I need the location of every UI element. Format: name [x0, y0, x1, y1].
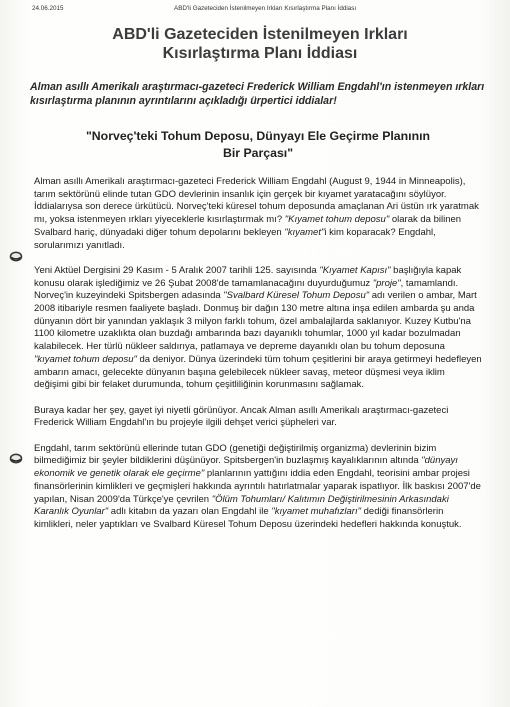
subheadline-line-1: "Norveç'teki Tohum Deposu, Dünyayı Ele Geçirme Planının: [85, 129, 431, 143]
text-span: adı verilen o ambar, Mart 2008 itibariyle resmen faaliyete başladı. Donmuş bir dağın 130 metre altına inşa edilen ambarda şu anda dünyanın dört bir yanından yaklaşık 3 milyon farklı tohum, özel ambalajlarda saklanıyor. Kuzey Kutbu'na 1100 kilometre uzaklıkta olan buzdağı ambarında bazı dayanıklı tohumlar, 1000 yıl kadar bozulmadan kalabilecek. Her türlü nükleer saldırıya, patlamaya ve depreme dayanıklı olan bu tohum deposuna: [34, 290, 477, 353]
article-headline: [70, 26, 450, 63]
emphasis: "Ölüm Tohumları/ Kalıtımın Değiştirilmesinin Arkasındaki Karanlık Oyunlar": [34, 493, 449, 518]
subheadline-line-2: Bir Parçası": [222, 146, 294, 160]
paragraph-4: [34, 443, 482, 532]
page-header: [32, 5, 490, 15]
text-span: Alman asıllı Amerikalı araştırmacı-gazeteci Frederick William Engdahl (August 9, 1944 in Minneapolis), tarım sektörünü elinde tutan GDO devlerinin insanlık için gerçek bir kıyamet yaratacağını söylüyor. İddialarıysa son derece ürkütücü. Norveç'teki küresel tohum deposunda amaçlanan Ari üstün ırk yaratmak mı, yoksa istenmeyen ırkları yiyeceklerle kısırlaştırmak mı?: [34, 176, 479, 226]
text-span: dediği finansörlerin kimlikleri, neler yaptıkları ve Svalbard Küresel Tohum Deposu üzerindeki hedefleri hakkında konuştuk.: [34, 506, 462, 530]
text-span: i kim koparacak? Engdahl, sorularımızı yanıtladı.: [34, 226, 436, 251]
punch-hole-mark-top: [9, 251, 23, 262]
emphasis: "kıyamet tohum deposu": [34, 353, 137, 365]
emphasis: "dünyayı ekonomik ve genetik olarak ele geçirme": [34, 455, 458, 480]
text-span: Engdahl, tarım sektörünü ellerinde tutan GDO (genetiği değiştirilmiş organizma) devlerinin bizim bilmediğimiz bir şeyler bildiklerini düşünüyor. Spitsbergen'in buzlaşmış kayalıklarının altında: [34, 442, 437, 467]
text-span: başlığıyla kapak konusu olarak işlediğimiz ve 26 Şubat 2008'de tamamlanacağını duyurduğumuz: [34, 264, 462, 289]
text-span: adlı kitabın da yazarı olan Engdahl ile: [108, 506, 272, 518]
text-span: , tamamlandı. Norveç'in kuzeyindeki Spitsbergen adasında: [34, 277, 459, 302]
emphasis: "Kıyamet Kapısı": [319, 264, 391, 276]
headline-line-1: ABD'li Gazeteciden İstenilmeyen Irkları: [112, 26, 408, 43]
emphasis: "kıyamet": [284, 226, 325, 238]
text-span: da deniyor. Dünya üzerindeki tüm tohum çeşitlerini bir araya getirmeyi hedefleyen ambarın amacı, gelecekte dünyanın başına gelebilecek nükleer savaş, meteor düşmesi veya iklim değişimi gibi bir felaket durumunda, tohum çeşitliliğinin korunmasını sağlamak.: [34, 353, 482, 391]
article-intro: Alman asıllı Amerikalı araştırmacı-gazeteci Frederick William Engdahl'ın istenmeyen ırkları kısırlaştırma planının ayrıntılarını açıkladığı ürpertici iddialar!: [30, 81, 485, 108]
emphasis: "Svalbard Küresel Tohum Deposu": [223, 290, 370, 302]
paragraph-3: Buraya kadar her şey, gayet iyi niyetli görünüyor. Ancak Alman asıllı Amerikalı araştırmacı-gazeteci Frederick William Engdahl'ın bu projeyle ilgili dehşet verici şüpheleri var.: [34, 404, 449, 429]
emphasis: "Kıyamet tohum deposu": [284, 214, 390, 226]
text-span: planlarının yattığını iddia eden Engdahl, teorisini ambar projesi finansörlerinin kimlikleri ve geçmişleri hakkında ayrıntılı hatırlatmalar yaparak ispatlıyor. İlk baskısı 2007'de yapılan, Nisan 2009'da Türkçe'ye çevrilen: [34, 468, 481, 505]
punch-hole-mark-bottom: [9, 453, 23, 464]
text-span: Yeni Aktüel Dergisini 29 Kasım - 5 Aralık 2007 tarihli 125. sayısında: [34, 264, 320, 276]
paragraph-1: [34, 176, 482, 252]
text-span: olarak da bilinen Svalbard hariç, dünyadaki diğer tohum depolarını bekleyen: [34, 214, 462, 238]
running-title: ABD'li Gazeteciden İstenilmeyen Irkları Kısırlaştırma Planı İddiası: [174, 5, 357, 12]
print-date: 24.06.2015: [32, 5, 64, 12]
paragraph-2: [34, 265, 482, 392]
emphasis: "proje": [372, 277, 401, 289]
article-subheadline: [58, 128, 458, 162]
article-body: [34, 176, 482, 532]
headline-line-2: Kısırlaştırma Planı İddiası: [162, 44, 358, 62]
emphasis: "kıyamet muhafızları": [271, 506, 361, 518]
